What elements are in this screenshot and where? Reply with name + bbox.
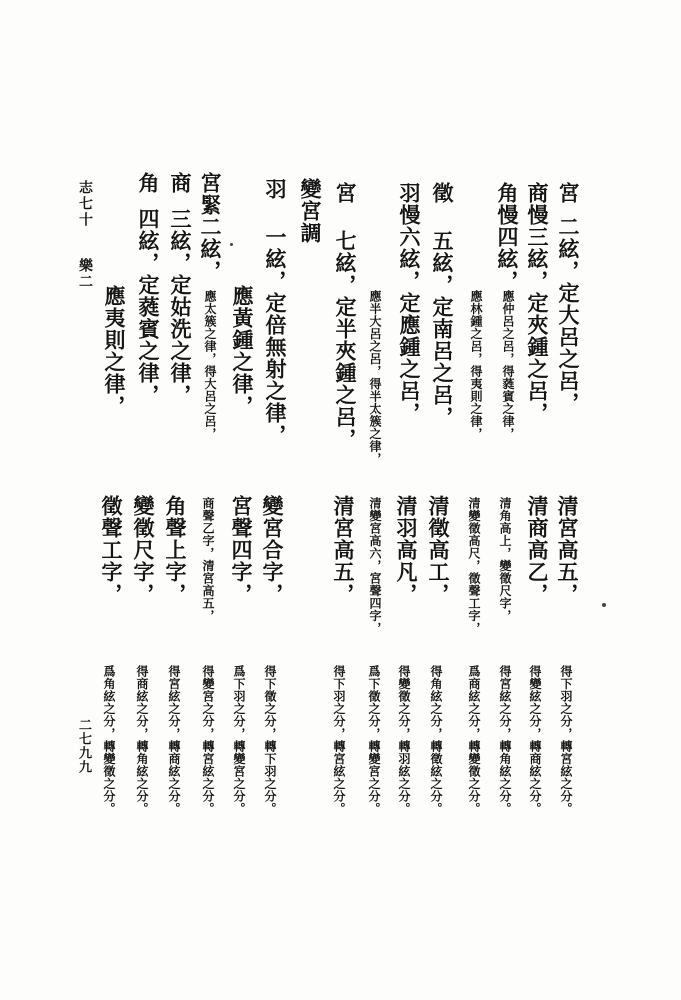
header-chapter: 志七十 [77, 180, 93, 228]
column-12-text: 三絃，定姑洗之律， [168, 208, 193, 406]
column-7-tone: 清變宮高六，宮聲四字， [368, 497, 382, 635]
column-5-line [432, 182, 453, 428]
column-13-line [138, 172, 159, 406]
column-11-sub: 應太簇之律，得大呂之呂， [203, 290, 217, 440]
column-3-text: 慢四絃， [495, 204, 520, 292]
column-8-note: 得下羽之分，轉宮絃之分。 [332, 665, 346, 815]
column-7-note: 爲下徵之分，轉變宮之分。 [367, 665, 381, 815]
column-12-tone: 角聲上字， [163, 495, 188, 605]
column-9-name: 羽 [263, 178, 288, 200]
column-10-tone: 宮聲四字， [229, 495, 254, 605]
column-3-tone: 清角高上，變徵尺字， [498, 497, 512, 622]
column-11-name: 宮 [198, 172, 223, 194]
column-14-text: 應夷則之律， [102, 285, 127, 417]
column-11-tone: 商聲乙字，清宮高五， [201, 497, 215, 622]
column-5-name: 徵 [430, 182, 455, 204]
column-2-line [527, 182, 548, 424]
column-4-sub: 應林鍾之呂，得夷則之律， [469, 290, 483, 440]
column-4-tone: 清變徵高尺，徵聲工字， [467, 497, 481, 635]
column-6-tone: 清羽高凡， [394, 495, 419, 605]
column-1-name: 宮 [556, 182, 581, 204]
column-6-name: 羽 [397, 182, 422, 204]
column-13-tone: 變徵尺字， [131, 495, 156, 605]
column-10-text: 應黃鍾之律， [230, 285, 255, 417]
section-title: 變宮調 [298, 178, 323, 244]
column-8-line [335, 182, 356, 450]
column-3-sub: 應仲呂之呂，得蕤賓之律， [501, 290, 515, 440]
column-11-note: 得變宮之分，轉宮絃之分。 [201, 665, 215, 815]
column-8-tone: 清宮高五， [331, 495, 356, 605]
column-3-name: 角 [495, 182, 520, 204]
column-14-tone: 徵聲工字， [99, 495, 124, 605]
column-7-sub: 應半大呂之呂，得半太簇之律， [368, 290, 382, 465]
column-11-text: 緊二絃， [198, 194, 223, 282]
column-1-note: 得下羽之分，轉宮絃之分。 [559, 665, 573, 815]
column-2-tone: 清商高乙， [525, 495, 550, 605]
column-6-line [399, 182, 420, 424]
column-4-note: 爲商絃之分，轉變徵之分。 [467, 665, 481, 815]
column-5-text: 五絃，定南呂之呂， [430, 230, 455, 428]
column-14-note: 爲角絃之分，轉變徵之分。 [102, 665, 116, 815]
column-12-note: 得宮絃之分，轉商絃之分。 [167, 665, 181, 815]
column-5-note: 得角絃之分，轉徵絃之分。 [429, 665, 443, 815]
column-8-text: 七絃，定半夾鍾之呂， [333, 230, 358, 450]
column-3-line [497, 182, 518, 292]
column-6-note: 得變徵之分，轉羽絃之分。 [397, 665, 411, 815]
column-1-text: 二絃，定大呂之呂， [556, 216, 581, 414]
column-3-note: 得宮絃之分，轉角絃之分。 [498, 665, 512, 815]
column-8-name: 宮 [333, 182, 358, 204]
column-9-text: 一絃，定倍無射之律， [263, 226, 288, 446]
column-1-tone: 清宮高五， [555, 495, 580, 605]
column-6-text: 慢六絃，定應鍾之呂， [397, 204, 422, 424]
column-13-name: 角 [136, 172, 161, 194]
column-9-note: 得下徵之分，轉下羽之分。 [263, 665, 277, 815]
column-1-line [558, 182, 579, 414]
column-2-note: 得變絃之分，轉商絃之分。 [528, 665, 542, 815]
column-13-text: 四絃，定蕤賓之律， [136, 208, 161, 406]
column-12-line [170, 172, 191, 406]
column-12-name: 商 [168, 172, 193, 194]
column-10-note: 爲下羽之分，轉變宮之分。 [232, 665, 246, 815]
column-9-tone: 變宮合字， [260, 495, 285, 605]
page-number: 二七九九 [76, 718, 91, 774]
ink-speck [230, 243, 233, 246]
column-9-line [265, 178, 286, 446]
column-11-line [200, 172, 221, 282]
ink-speck [602, 603, 606, 607]
header-section: 樂二 [77, 258, 93, 290]
column-2-text: 慢三絃，定夾鍾之呂， [525, 204, 550, 424]
column-2-name: 商 [525, 182, 550, 204]
column-13-note: 得商絃之分，轉角絃之分。 [135, 665, 149, 815]
column-5-tone: 清徵高工， [426, 495, 451, 605]
